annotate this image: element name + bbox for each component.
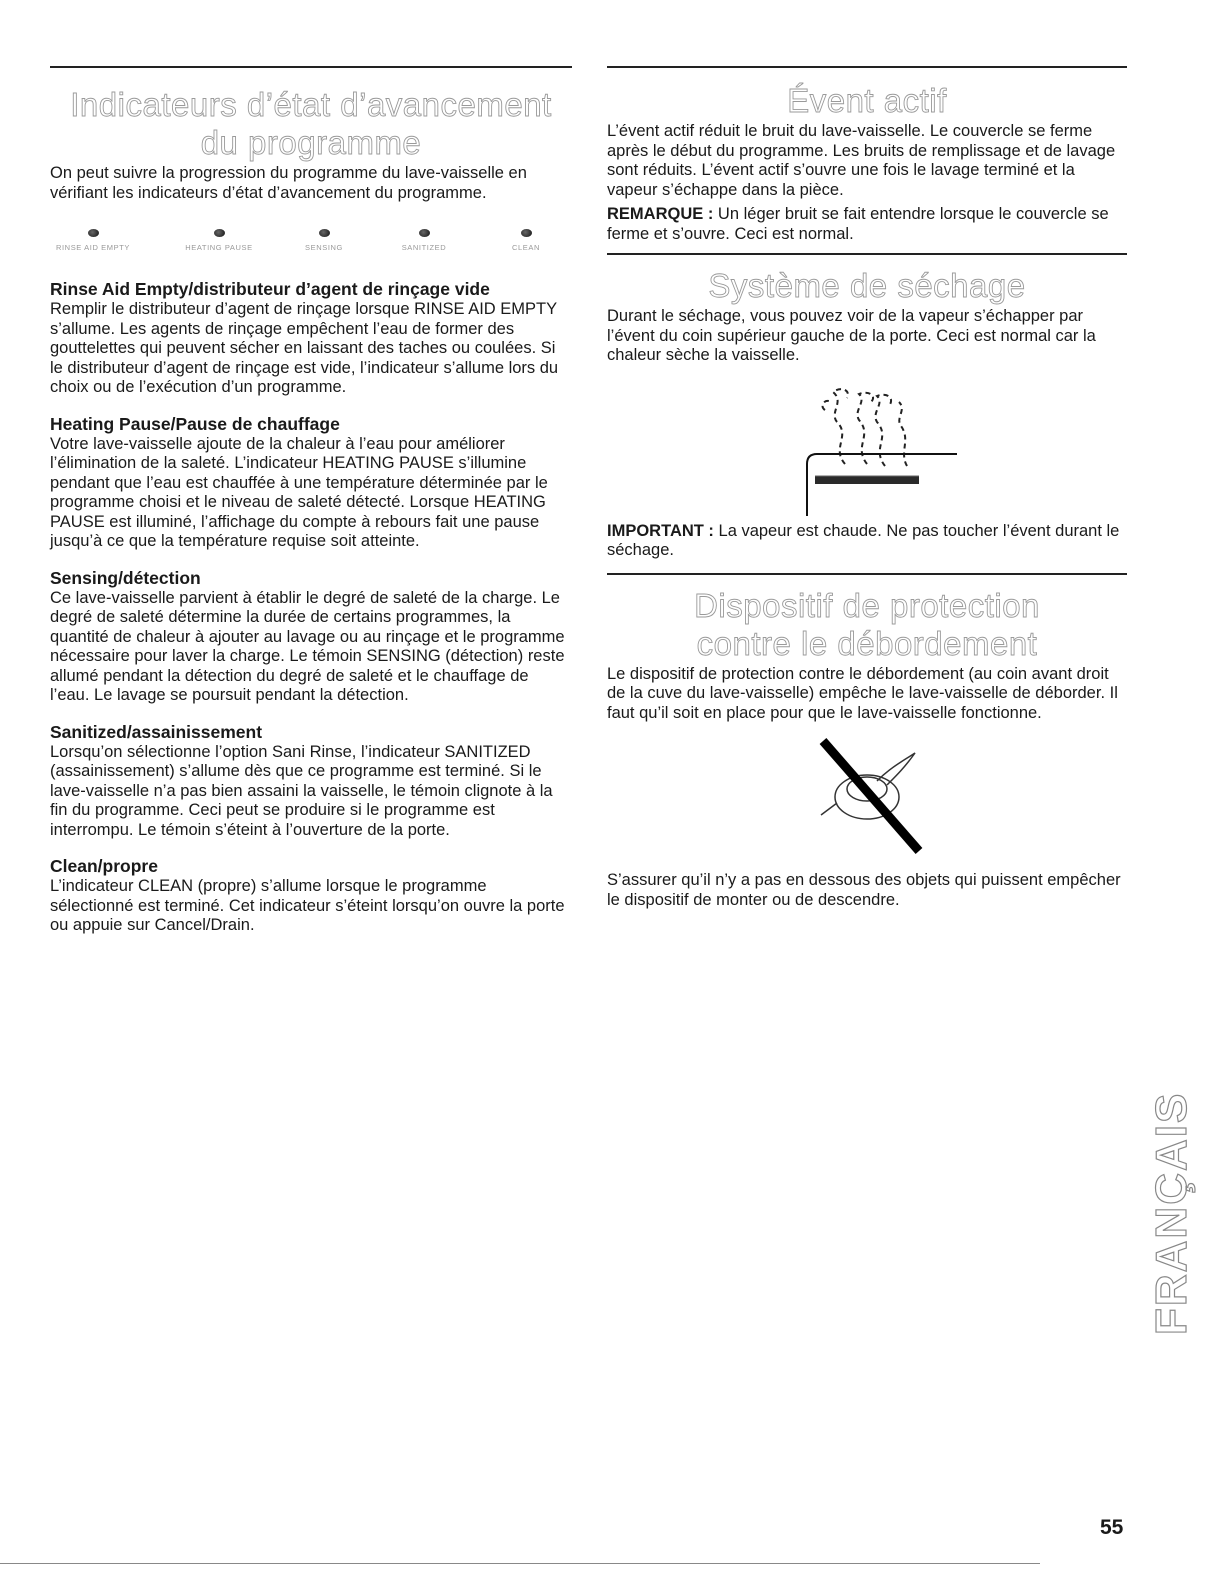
section-body: Lorsqu’on sélectionne l’option Sani Rinse, l’indicateur SANITIZED (assainissement) s’allume dès que ce programme est terminé. Si le lave-vaisselle n’a pas bien assaini la vaisselle, le témoin clignote à la fin du programme. Ceci peut se produire si le programme est interrompu. Le témoin s’éteint à l’ouverture de la porte.: [50, 742, 553, 839]
active-vent-title: Évent actif: [787, 82, 947, 119]
indicator-light-icon: [521, 229, 532, 237]
indicator-label: SANITIZED: [401, 243, 447, 252]
note-text: Un léger bruit se fait entendre lorsque le couvercle se ferme et s’ouvre. Ceci est normal.: [607, 205, 1109, 243]
page-number: 55: [1100, 1516, 1124, 1539]
drying-paragraph: Durant le séchage, vous pouvez voir de la vapeur s’échapper par l’évent du coin supérieur gauche de la porte. Ceci est normal car la chaleur sèche la vaisselle.: [607, 307, 1096, 364]
section-heading: Rinse Aid Empty/distributeur d’agent de rinçage vide: [50, 279, 490, 299]
indicator-light-icon: [88, 229, 99, 237]
indicator-sensing: [279, 229, 369, 252]
section-heading: Sensing/détection: [50, 567, 201, 588]
title-line-1: Dispositif de protection: [694, 586, 1040, 624]
footer-rule: [0, 1563, 1040, 1564]
section-body: L’indicateur CLEAN (propre) s’allume lorsque le programme sélectionné est terminé. Cet indicateur s’éteint lorsqu’on ouvre la porte ou appuie sur Cancel/Drain.: [50, 877, 565, 934]
overflow-caution: S’assurer qu’il n’y a pas en dessous des objets qui puissent empêcher le dispositif de monter ou de descendre.: [607, 871, 1121, 909]
progress-indicators-title: [50, 86, 572, 162]
section-rule: [607, 66, 1127, 68]
indicator-light-icon: [419, 229, 430, 237]
overflow-paragraph: Le dispositif de protection contre le débordement (au coin avant droit de la cuve du lave-vaisselle) empêche le lave-vaisselle de déborder. Il faut qu’il soit en place pour que le lave-vaisselle fonctionne.: [607, 664, 1118, 722]
section-heading: Sanitized/assainissement: [50, 721, 263, 742]
important-text: La vapeur est chaude. Ne pas toucher l’évent durant le séchage.: [607, 521, 1120, 559]
section-body: Ce lave-vaisselle parvient à établir le degré de saleté de la charge. Le degré de saleté détermine la durée de certains programmes, la quantité de chaleur à ajouter au lavage ou au rinçage et le programme nécessaire pour laver la charge. Le témoin SENSING (détection) reste allumé pendant la détection du degré de saleté et le chauffage de l’eau. Le lavage se poursuit pendant la détection.: [50, 588, 565, 704]
section-body: Remplir le distributeur d’agent de rinçage lorsque RINSE AID EMPTY s’allume. Les agents de rinçage empêchent l’eau de former des gouttelettes qui peuvent sécher en laissant des taches ou coulées. Si le distributeur d’agent de rinçage est vide, l’indicateur s’allume lors du choix ou de l’exécution d’un programme.: [50, 300, 559, 396]
steam-vent-illustration: [767, 366, 967, 516]
indicator-light-icon: [214, 229, 225, 237]
section-heating-pause: [50, 414, 572, 552]
section-rule: [607, 573, 1127, 575]
status-indicator-strip: [50, 209, 572, 279]
drying-system-title: Système de séchage: [708, 267, 1026, 304]
indicator-heating-pause: [174, 229, 264, 252]
indicator-label: RINSE AID EMPTY: [55, 243, 130, 252]
section-rule: [50, 66, 572, 68]
section-heading: Heating Pause/Pause de chauffage: [50, 413, 340, 434]
vent-paragraph: L’évent actif réduit le bruit du lave-vaisselle. Le couvercle se ferme après le début du programme. Les bruits de remplissage et de lavage sont réduits. L’évent actif s’ouvre une fois le lavage terminé et la vapeur s’échappe dans la pièce.: [607, 122, 1116, 199]
title-line-2: du programme: [200, 124, 422, 161]
indicator-clean: [481, 229, 571, 252]
section-clean: [50, 856, 572, 936]
intro-paragraph: On peut suivre la progression du programme du lave-vaisselle en vérifiant les indicateurs d’état d’avancement du programme.: [50, 164, 527, 202]
indicator-label: SENSING: [305, 243, 343, 252]
overflow-protection-title: [607, 587, 1127, 663]
section-rinse-aid: [50, 279, 572, 398]
title-line-2: contre le débordement: [696, 624, 1038, 662]
indicator-light-icon: [319, 229, 330, 237]
right-column: [607, 66, 1127, 910]
overflow-float-illustration: [787, 737, 947, 857]
section-sensing: [50, 568, 572, 706]
note-label: REMARQUE :: [607, 205, 714, 223]
indicator-rinse-aid-empty: [48, 229, 138, 252]
left-column: [50, 66, 572, 952]
title-line-1: Indicateurs d’état d’avancement: [70, 86, 552, 123]
important-note: [607, 522, 1127, 561]
language-tab: FRANÇAIS: [1147, 1091, 1196, 1335]
indicator-label: CLEAN: [511, 243, 540, 252]
section-heading: Clean/propre: [50, 856, 158, 876]
indicator-sanitized: [379, 229, 469, 252]
section-sanitized: [50, 722, 572, 841]
section-body: Votre lave-vaisselle ajoute de la chaleur à l’eau pour améliorer l’élimination de la saleté. L’indicateur HEATING PAUSE s’illumine pendant que l’eau est chauffée à une température déterminée par le programme choisi et le niveau de saleté détecté. Lorsque HEATING PAUSE est illuminé, l’affichage du compte à rebours fait une pause jusqu’à ce que la température requise soit atteinte.: [50, 434, 548, 550]
indicator-label: HEATING PAUSE: [185, 243, 253, 252]
section-rule: [607, 253, 1127, 255]
vent-note: [607, 205, 1127, 244]
important-label: IMPORTANT :: [607, 521, 714, 540]
